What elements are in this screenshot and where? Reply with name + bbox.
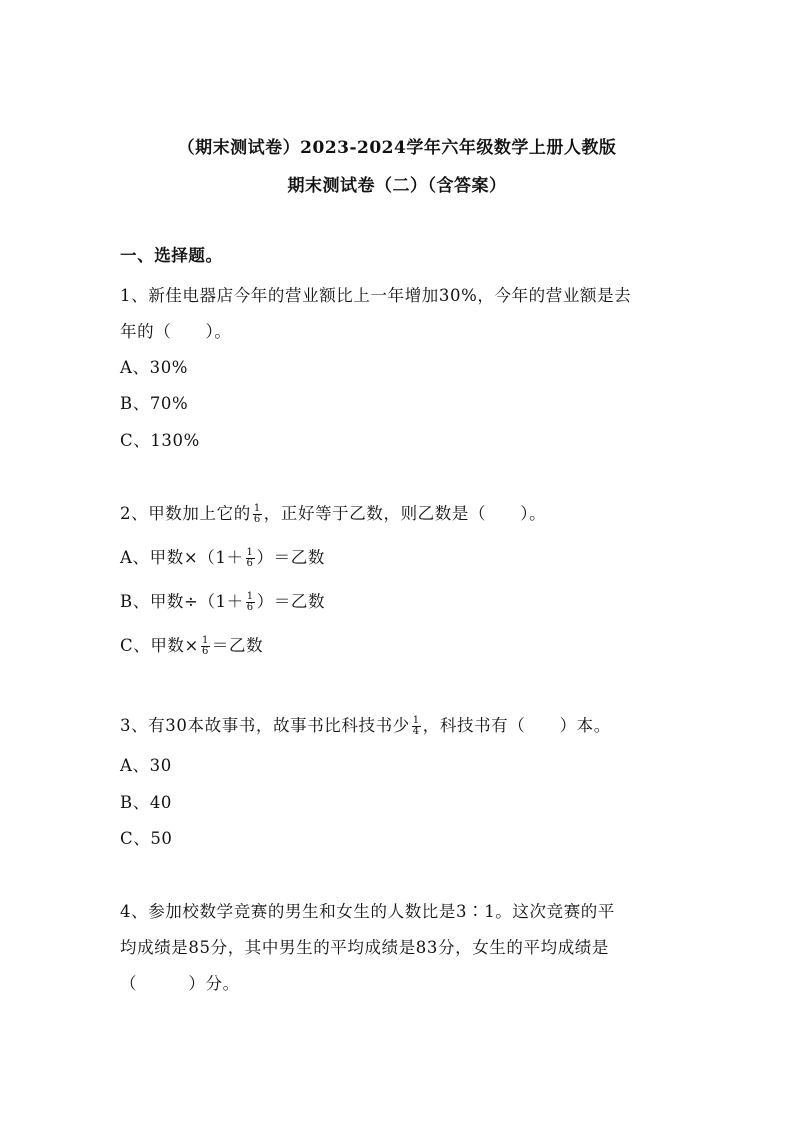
- q1-stem-line2: 年的（ ）。: [120, 322, 232, 341]
- q3-option-b: B、40: [120, 793, 173, 812]
- q1-option-c: C、130%: [120, 431, 200, 450]
- q2-stem: [120, 500, 546, 525]
- q2-option-c-fraction-numerator: 1: [201, 635, 209, 646]
- q2-option-c-fraction-denominator: 6: [201, 646, 209, 657]
- q2-option-b-post: ）＝乙数: [256, 592, 326, 611]
- section-heading: 一、选择题。: [120, 246, 223, 265]
- q2-option-a-fraction: [246, 548, 255, 569]
- q2-option-c-fraction: [201, 636, 210, 657]
- q2-option-a: [120, 544, 325, 569]
- q3-fraction-denominator: 4: [412, 726, 420, 737]
- q2-fraction-denominator: 6: [253, 514, 261, 525]
- q2-option-c: [120, 632, 263, 657]
- q3-option-a: A、30: [120, 756, 172, 775]
- q2-option-a-post: ）＝乙数: [256, 548, 325, 567]
- q4-stem-line2: 均成绩是85分，其中男生的平均成绩是83分，女生的平均成绩是: [120, 938, 609, 957]
- q2-option-b-pre: B、甲数÷（1＋: [120, 592, 244, 611]
- q1-option-a: A、30%: [120, 358, 189, 377]
- q3-stem-pre: 3、有30本故事书，故事书比科技书少: [120, 716, 410, 735]
- q2-option-c-pre: C、甲数×: [120, 636, 199, 655]
- q3-stem: [120, 712, 611, 737]
- q2-option-b-fraction-denominator: 6: [246, 602, 254, 613]
- q2-option-a-fraction-numerator: 1: [246, 547, 254, 558]
- q2-stem-post: ，正好等于乙数，则乙数是（ ）。: [263, 504, 547, 523]
- document-subtitle: 期末测试卷（二）（含答案）: [287, 176, 507, 196]
- q4-stem-line3: （ ）分。: [120, 974, 240, 993]
- q2-option-a-pre: A、甲数×（1＋: [120, 548, 244, 567]
- q1-option-b: B、70%: [120, 394, 189, 413]
- q3-fraction: [412, 716, 421, 737]
- q2-option-c-post: ＝乙数: [211, 636, 264, 655]
- q2-stem-pre: 2、甲数加上它的: [120, 504, 251, 523]
- q3-fraction-numerator: 1: [412, 715, 420, 726]
- q3-stem-post: ，科技书有（ ）本。: [422, 716, 611, 735]
- q3-option-c: C、50: [120, 829, 173, 848]
- q1-stem-line1: 1、新佳电器店今年的营业额比上一年增加30%，今年的营业额是去: [120, 286, 632, 305]
- q2-fraction: [253, 504, 262, 525]
- q4-stem-line1: 4、参加校数学竞赛的男生和女生的人数比是3∶1。这次竞赛的平: [120, 902, 615, 921]
- q2-fraction-numerator: 1: [253, 503, 261, 514]
- q2-option-b: [120, 588, 325, 613]
- q2-option-a-fraction-denominator: 6: [246, 558, 254, 569]
- q2-option-b-fraction: [246, 592, 255, 613]
- document-title: （期末测试卷）2023-2024学年六年级数学上册人教版: [177, 138, 617, 158]
- q2-option-b-fraction-numerator: 1: [246, 591, 254, 602]
